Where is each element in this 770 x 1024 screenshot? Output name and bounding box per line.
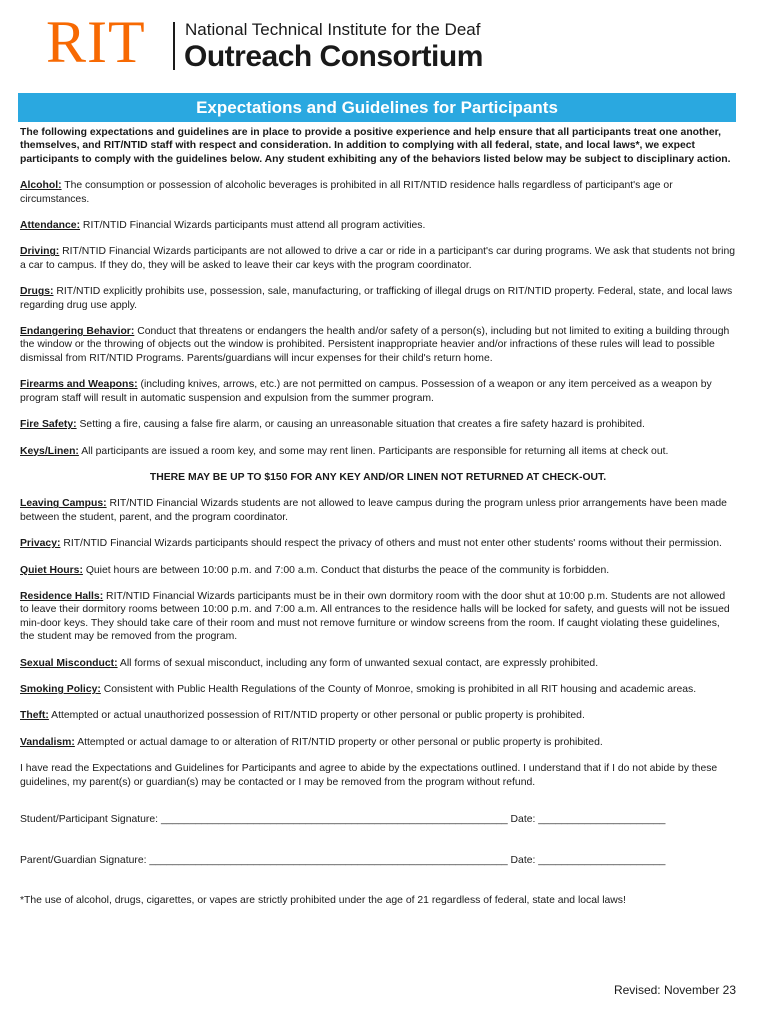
guideline-text: RIT/NTID Financial Wizards students are not allowed to leave campus during the program unless prior arrangements have been made between the student, parent, and the program coordinator. (20, 498, 727, 523)
guideline-text: RIT/NTID explicitly prohibits use, possession, sale, manufacturing, or trafficking of illegal drugs on RIT/NTID property. Federal, state, and local laws regarding drug use apply. (20, 286, 733, 311)
guideline-text: (including knives, arrows, etc.) are not permitted on campus. Possession of a weapon or any item perceived as a weapon by program staff will result in automatic suspension and expulsion from the summer program. (20, 379, 712, 404)
guideline-firearms (20, 378, 736, 405)
student-signature-line[interactable]: Student/Participant Signature: ____________________________________________________________ Date: ______________________ (20, 814, 666, 825)
page-title: Expectations and Guidelines for Participants (18, 93, 736, 122)
guideline-fire-safety (20, 418, 736, 431)
guideline-text: All participants are issued a room key, and some may rent linen. Participants are responsible for returning all items at check out. (78, 445, 669, 457)
agreement-statement: I have read the Expectations and Guidelines for Participants and agree to abide by the expectations outlined. I understand that if I do not abide by these guidelines, my parent(s) or guardian(s) may be contacted or I may be removed from the program without refund. (20, 763, 718, 788)
guideline-drugs (20, 285, 736, 312)
intro-paragraph: The following expectations and guidelines are in place to provide a positive experience and help ensure that all participants treat one another, themselves, and RIT/NTID staff with respect and consideration. In addition to complying with all federal, state, and local laws*, we expect participants to comply with the guidelines below. Any student exhibiting any of the behaviors listed below may be subject to disciplinary action. (20, 127, 731, 165)
guideline-attendance (20, 219, 736, 232)
parent-signature-line[interactable]: Parent/Guardian Signature: ______________________________________________________________ Date: ______________________ (20, 855, 666, 867)
guideline-text: Attempted or actual unauthorized possession of RIT/NTID property or other personal or public property is prohibited. (48, 710, 585, 722)
guideline-label: Residence Halls: (20, 590, 104, 602)
header-logo (46, 9, 726, 75)
document-body (20, 126, 736, 907)
guideline-quiet-hours (20, 564, 736, 577)
guideline-label: Fire Safety: (20, 419, 77, 431)
guideline-label: Quiet Hours: (20, 564, 83, 576)
rit-logo: RIT (46, 9, 146, 75)
guideline-label: Smoking Policy: (20, 683, 101, 695)
guideline-leaving-campus (20, 497, 736, 524)
guideline-privacy (20, 537, 736, 550)
guideline-text: Conduct that threatens or endangers the health and/or safety of a person(s), including but not limited to exiting a building through the window or the throwing of objects out the window is prohibited. Persistent inappropriate heavier and/or infractions of these rules will lead to possible dismissal from RIT/NTID Programs. Parents/guardians will incur expenses for their child's return home. (20, 326, 730, 364)
guideline-text: Setting a fire, causing a false fire alarm, or causing an unreasonable situation that creates a fire safety hazard is prohibited. (76, 419, 645, 431)
guideline-endangering-behavior (20, 325, 736, 365)
guideline-text: Quiet hours are between 10:00 p.m. and 7:00 a.m. Conduct that disturbs the peace of the community is forbidden. (82, 564, 610, 576)
guideline-sexual-misconduct (20, 657, 736, 670)
logo-divider (173, 22, 175, 70)
guideline-residence-halls (20, 590, 736, 644)
guideline-driving (20, 245, 736, 272)
guideline-label: Endangering Behavior: (20, 326, 135, 338)
guideline-label: Vandalism: (20, 736, 75, 748)
guideline-label: Firearms and Weapons: (20, 379, 138, 391)
guideline-text: RIT/NTID Financial Wizards participants must be in their own dormitory room with the door shut at 10:00 p.m. Students are not allowed to leave their dormitory rooms between 10:00 p.m. and 7:00 a.m. All entrances to the residence halls will be locked for safety, and guests will not be issued min-door keys. They should take care of their room and must not remove furniture or window screens from the room. If caught violating these guidelines, the student may be removed from the program. (20, 590, 730, 643)
guideline-label: Drugs: (20, 286, 54, 298)
guideline-label: Keys/Linen: (20, 445, 79, 457)
guideline-label: Attendance: (20, 220, 81, 232)
guideline-alcohol (20, 179, 736, 206)
guideline-label: Driving: (20, 246, 60, 258)
guideline-label: Leaving Campus: (20, 498, 107, 510)
key-linen-notice: THERE MAY BE UP TO $150 FOR ANY KEY AND/OR LINEN NOT RETURNED AT CHECK-OUT. (149, 471, 607, 483)
guideline-vandalism (20, 736, 736, 749)
guideline-text: RIT/NTID Financial Wizards participants should respect the privacy of others and must not enter other students' rooms without their permission. (60, 538, 722, 550)
revision-date: Revised: November 23 (613, 983, 736, 997)
guideline-keys-linen (20, 445, 736, 458)
guideline-label: Alcohol: (20, 180, 62, 192)
guideline-text: RIT/NTID Financial Wizards participants must attend all program activities. (80, 220, 426, 232)
guideline-text: Consistent with Public Health Regulations of the County of Monroe, smoking is prohibited in all RIT housing and academic areas. (100, 683, 697, 695)
footnote: *The use of alcohol, drugs, cigarettes, or vapes are strictly prohibited under the age of 21 regardless of federal, state and local laws! (20, 894, 626, 906)
guideline-text: The consumption or possession of alcoholic beverages is prohibited in all RIT/NTID residence halls regardless of participant's age or circumstances. (20, 180, 673, 205)
guideline-label: Sexual Misconduct: (20, 657, 118, 669)
guideline-text: All forms of sexual misconduct, including any form of unwanted sexual contact, are expressly prohibited. (117, 657, 599, 669)
guideline-theft (20, 709, 736, 722)
guideline-smoking-policy (20, 683, 736, 696)
program-name: Outreach Consortium (184, 40, 483, 73)
institute-name: National Technical Institute for the Deaf (185, 20, 481, 39)
guideline-text: Attempted or actual damage to or alteration of RIT/NTID property or other personal or public property is prohibited. (74, 736, 603, 748)
guideline-label: Privacy: (20, 538, 61, 550)
guideline-label: Theft: (20, 710, 49, 722)
guideline-text: RIT/NTID Financial Wizards participants are not allowed to drive a car or ride in a participant's car during programs. We ask that students not bring a car to campus. If they do, they will be asked to leave their car keys with the program coordinator. (20, 246, 736, 271)
